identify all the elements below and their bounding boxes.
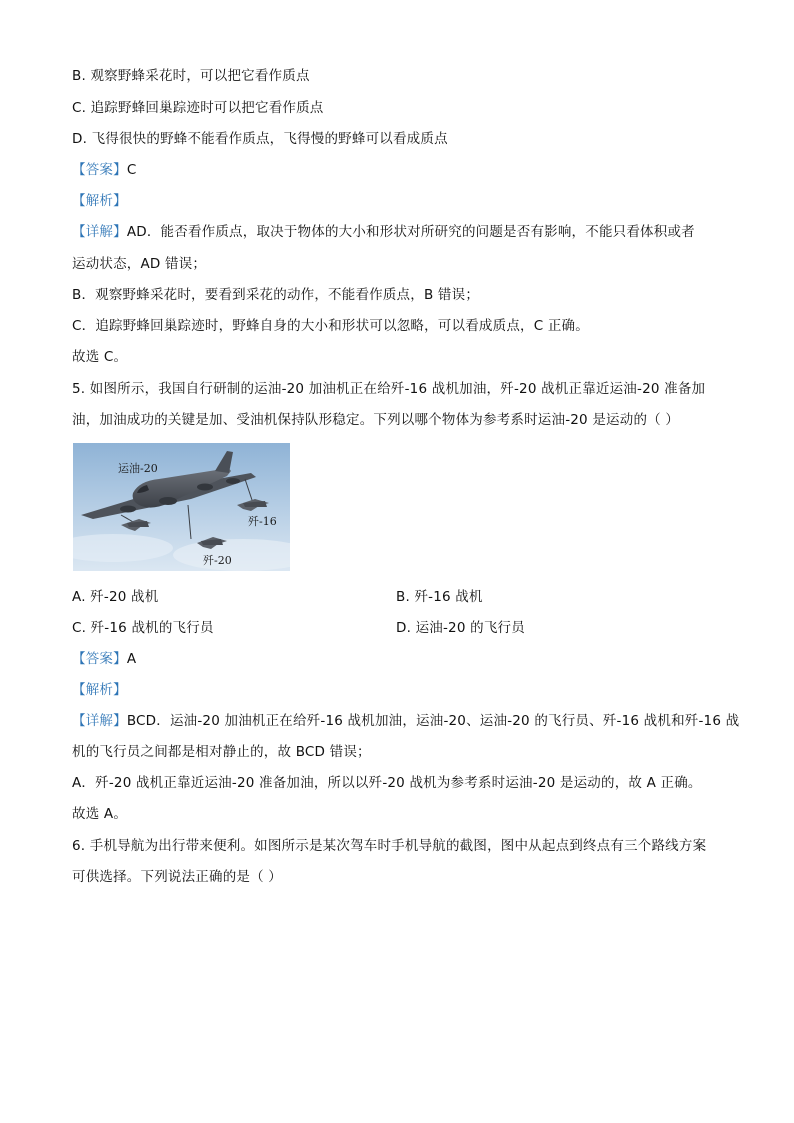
q4-detail-line-4: C．追踪野蜂回巢踪迹时，野蜂自身的大小和形状可以忽略，可以看成质点，C 正确。 <box>72 318 589 334</box>
q5-answer <box>72 649 732 669</box>
q4-option-c: C. 追踪野蜂回巢踪迹时可以把它看作质点 <box>72 100 324 116</box>
answer-label: 【答案】 <box>72 162 127 178</box>
aircraft-illustration <box>73 443 290 571</box>
answer-label: 【答案】 <box>72 651 127 667</box>
q4-option-d: D. 飞得很快的野蜂不能看作质点，飞得慢的野蜂可以看成质点 <box>72 131 448 147</box>
label-jian-20: 歼-20 <box>203 554 232 567</box>
detail-text: BCD．运油-20 加油机正在给歼-16 战机加油，运油-20、运油-20 的飞行员、歼-16 战机和歼-16 战 <box>126 713 740 729</box>
detail-label: 【详解】 <box>72 224 127 240</box>
q4-detail-line-3: B．观察野蜂采花时，要看到采花的动作，不能看作质点，B 错误； <box>72 287 480 303</box>
q4-answer <box>72 160 732 180</box>
analysis-label: 【解析】 <box>72 193 127 209</box>
q5-conclusion: 故选 A。 <box>72 806 128 822</box>
q4-conclusion: 故选 C。 <box>72 349 128 365</box>
q6-stem-line-2: 可供选择。下列说法正确的是（ ） <box>72 869 282 885</box>
q5-option-a: A. 歼-20 战机 <box>72 589 159 605</box>
q5-option-c: C. 歼-16 战机的飞行员 <box>72 620 214 636</box>
q5-detail-line-1 <box>72 711 740 731</box>
q4-option-b: B. 观察野蜂采花时，可以把它看作质点 <box>72 68 310 84</box>
q5-detail-line-3: A．歼-20 战机正靠近运油-20 准备加油，所以以歼-20 战机为参考系时运油-20 是运动的，故 A 正确。 <box>72 775 702 791</box>
q5-option-b: B. 歼-16 战机 <box>396 589 483 605</box>
q5-detail-line-2: 机的飞行员之间都是相对静止的，故 BCD 错误； <box>72 744 371 760</box>
q5-aircraft-figure <box>73 443 290 571</box>
analysis-label: 【解析】 <box>72 682 127 698</box>
answer-value: A <box>126 651 137 667</box>
q5-analysis <box>72 680 732 700</box>
detail-label: 【详解】 <box>72 713 127 729</box>
q6-stem-line-1: 6. 手机导航为出行带来便利。如图所示是某次驾车时手机导航的截图，图中从起点到终点有三个路线方案 <box>72 838 707 854</box>
label-jian-16: 歼-16 <box>248 515 277 528</box>
q4-detail-line-2: 运动状态，AD 错误； <box>72 256 207 272</box>
q5-option-d: D. 运油-20 的飞行员 <box>396 620 525 636</box>
q5-stem-line-2: 油，加油成功的关键是加、受油机保持队形稳定。下列以哪个物体为参考系时运油-20 是运动的（ ） <box>72 412 680 428</box>
q4-detail-line-1 <box>72 222 732 242</box>
answer-value: C <box>126 162 137 178</box>
q4-analysis <box>72 191 732 211</box>
q5-stem-line-1: 5. 如图所示，我国自行研制的运油-20 加油机正在给歼-16 战机加油，歼-20 战机正靠近运油-20 准备加 <box>72 381 706 397</box>
detail-text: AD．能否看作质点，取决于物体的大小和形状对所研究的问题是否有影响，不能只看体积或者 <box>126 224 695 240</box>
label-yunyou-20: 运油-20 <box>118 462 158 475</box>
